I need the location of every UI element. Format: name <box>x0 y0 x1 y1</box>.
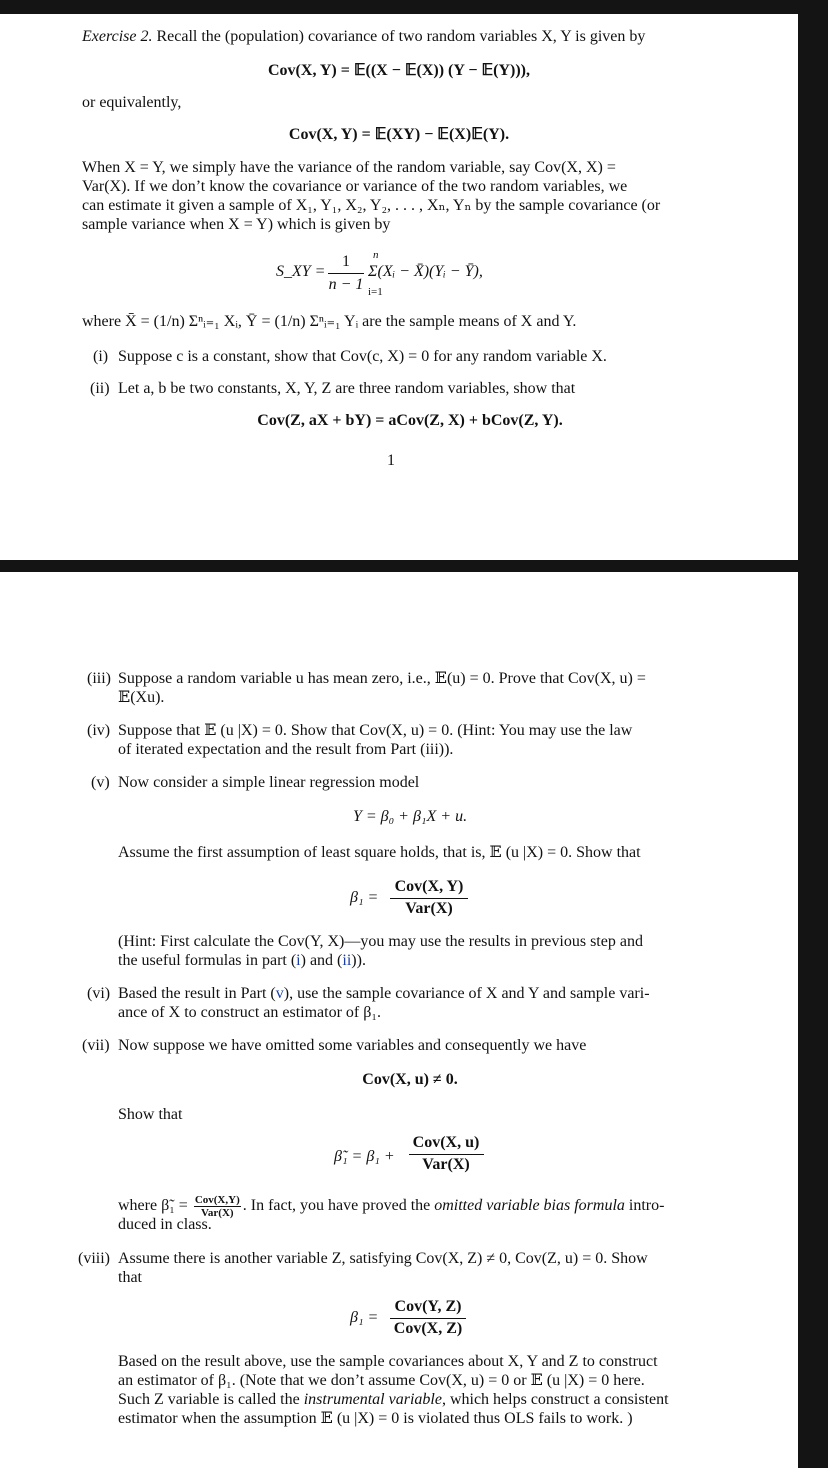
iv-lhs: β₁ = <box>350 1309 379 1326</box>
final-line-2: an estimator of β₁. (Note that we don’t assume Cov(X, u) = 0 or 𝔼 (u |X) = 0 here. <box>118 1372 645 1389</box>
page-2 <box>0 572 798 1468</box>
show-that: Show that <box>118 1106 183 1123</box>
part-ii-equation: Cov(Z, aX + bY) = aCov(Z, X) + bCov(Z, Y). <box>257 412 563 429</box>
beta1-numerator: Cov(X, Y) <box>394 878 464 895</box>
sum-lower-limit: i=1 <box>368 286 383 298</box>
page-separator <box>0 560 828 572</box>
covariance-definition: Cov(X, Y) = 𝔼((X − 𝔼(X)) (Y − 𝔼(Y))), <box>268 62 530 79</box>
part-viii-label: (viii) <box>78 1250 110 1267</box>
part-vii-label: (vii) <box>82 1037 110 1054</box>
link-part-v[interactable]: v <box>275 985 284 1002</box>
beta1-lhs: β₁ = <box>350 889 379 906</box>
part-i-label: (i) <box>93 348 109 365</box>
where-tilde-line-1: where β̃₁ = Cov(X,Y) Var(X) . In fact, you have proved the omitted variable bias formula intro- <box>118 1194 665 1219</box>
paragraph-line-2: Var(X). If we don’t know the covariance or variance of the two random variables, we <box>82 178 628 195</box>
covariance-identity: Cov(X, Y) = 𝔼(XY) − 𝔼(X)𝔼(Y). <box>288 126 510 143</box>
part-vi-line-1: Based the result in Part (v), use the sample covariance of X and Y and sample vari- <box>118 985 650 1002</box>
exercise-heading: Exercise 2. Recall the (population) covariance of two random variables X, Y is given by <box>82 28 646 45</box>
tilde-lhs: β̃₁ = β₁ + <box>334 1148 395 1165</box>
sxy-rhs: Σ(Xᵢ − X̄)(Yᵢ − Ȳ), <box>368 263 483 280</box>
part-ii-text: Let a, b be two constants, X, Y, Z are three random variables, show that <box>118 380 576 397</box>
paragraph-line-1: When X = Y, we simply have the variance of the random variable, say Cov(X, X) = <box>82 159 616 176</box>
iv-numerator: Cov(Y, Z) <box>394 1298 462 1315</box>
part-iii-line-1: Suppose a random variable u has mean zero, i.e., 𝔼(u) = 0. Prove that Cov(X, u) = <box>118 670 646 687</box>
part-vii-text: Now suppose we have omitted some variables and consequently we have <box>118 1037 587 1054</box>
link-part-i[interactable]: i <box>296 952 301 969</box>
sample-means-line: where X̄ = (1/n) Σⁿᵢ₌₁ Xᵢ, Ȳ = (1/n) Σⁿᵢ₌₁ Yᵢ are the sample means of X and Y. <box>82 313 577 330</box>
viewer-right-bar-2 <box>798 572 828 1468</box>
part-iv-line-1: Suppose that 𝔼 (u |X) = 0. Show that Cov(X, u) = 0. (Hint: You may use the law <box>118 722 633 739</box>
sxy-lhs: S_XY = <box>276 263 326 280</box>
hint-v-line-1: (Hint: First calculate the Cov(Y, X)—you may use the results in previous step and <box>118 933 643 950</box>
final-line-1: Based on the result above, use the sample covariances about X, Y and Z to construct <box>118 1353 658 1370</box>
viewer-top-bar <box>0 0 828 14</box>
final-line-3: Such Z variable is called the instrumental variable, which helps construct a consistent <box>118 1391 669 1408</box>
final-line-4: estimator when the assumption 𝔼 (u |X) = 0 is violated thus OLS fails to work. ) <box>118 1410 633 1427</box>
regression-model: Y = β₀ + β₁X + u. <box>352 808 468 825</box>
part-i-text: Suppose c is a constant, show that Cov(c, X) = 0 for any random variable X. <box>118 348 607 365</box>
page-number: 1 <box>387 452 395 469</box>
part-iv-line-2: of iterated expectation and the result from Part (iii)). <box>118 741 454 758</box>
part-vi-label: (vi) <box>87 985 111 1002</box>
viewer-right-bar <box>798 14 828 560</box>
part-vi-line-2: ance of X to construct an estimator of β₁. <box>118 1004 381 1021</box>
sxy-numerator: 1 <box>342 253 350 270</box>
page-1 <box>0 14 798 560</box>
part-viii-line-2: that <box>118 1269 142 1286</box>
part-viii-line-1: Assume there is another variable Z, satisfying Cov(X, Z) ≠ 0, Cov(Z, u) = 0. Show <box>118 1250 648 1267</box>
inline-fraction-numerator: Cov(X,Y) <box>194 1194 240 1206</box>
where-tilde-line-2: duced in class. <box>118 1216 212 1233</box>
part-v-label: (v) <box>91 774 110 791</box>
assumption-line: Assume the first assumption of least square holds, that is, 𝔼 (u |X) = 0. Show that <box>118 844 641 861</box>
paragraph-line-4: sample variance when X = Y) which is given by <box>82 216 391 233</box>
iv-denominator: Cov(X, Z) <box>393 1320 463 1337</box>
or-equivalently: or equivalently, <box>82 94 182 111</box>
tilde-denominator: Var(X) <box>422 1156 470 1173</box>
beta1-denominator: Var(X) <box>405 900 453 917</box>
hint-v-line-2: the useful formulas in part (i) and (ii)). <box>118 952 366 969</box>
sum-upper-limit: n <box>373 249 379 261</box>
inline-fraction-denominator: Var(X) <box>200 1207 234 1219</box>
part-vii-equation: Cov(X, u) ≠ 0. <box>362 1071 458 1088</box>
part-v-text: Now consider a simple linear regression model <box>118 774 420 791</box>
link-part-ii[interactable]: ii <box>342 952 352 969</box>
tilde-numerator: Cov(X, u) <box>412 1134 480 1151</box>
fraction-bar <box>328 273 364 274</box>
part-iv-label: (iv) <box>87 722 111 739</box>
sxy-denominator: n − 1 <box>328 276 364 293</box>
part-iii-line-2: 𝔼(Xu). <box>118 689 165 706</box>
part-iii-label: (iii) <box>87 670 111 687</box>
paragraph-line-3: can estimate it given a sample of X₁, Y₁, X₂, Y₂, . . . , Xₙ, Yₙ by the sample covariance (or <box>82 197 661 214</box>
part-ii-label: (ii) <box>90 380 110 397</box>
